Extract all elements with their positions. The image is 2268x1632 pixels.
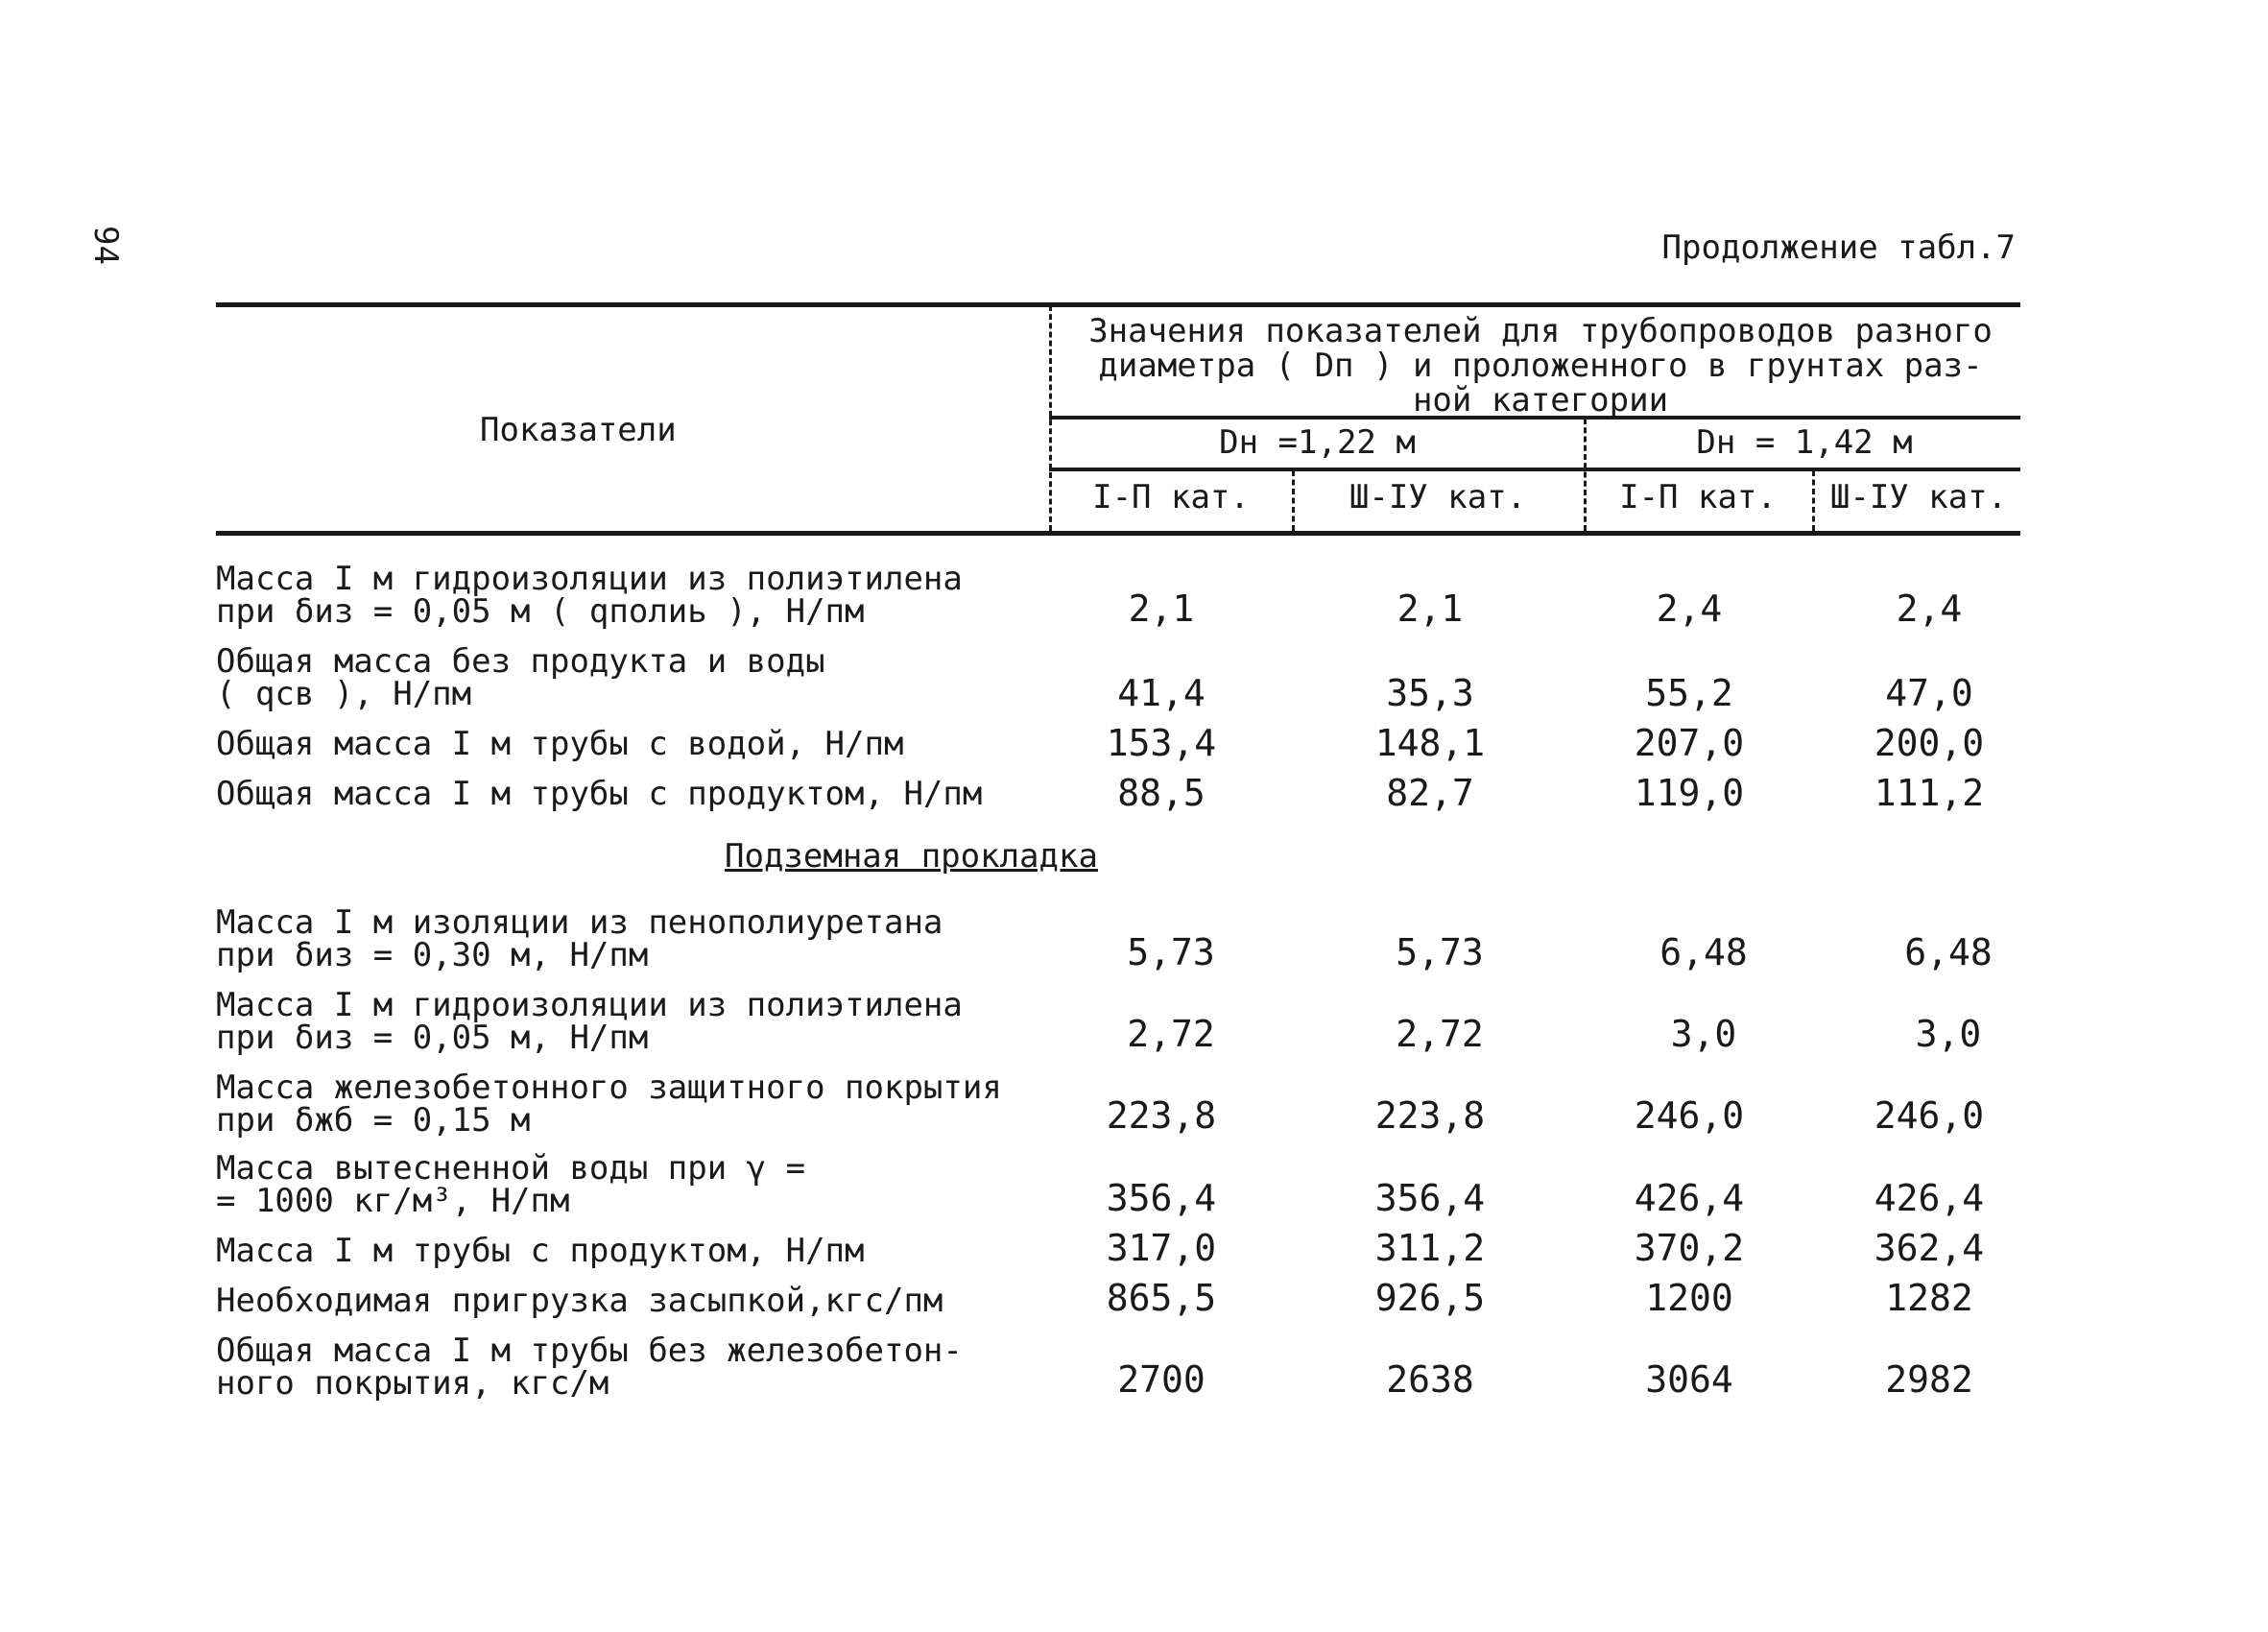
header-col-label: Показатели bbox=[480, 411, 677, 449]
header-divider-main bbox=[1049, 305, 1052, 531]
table-cell: 5,73 bbox=[1127, 931, 1215, 973]
header-sub-1: I-П кат. bbox=[1092, 478, 1250, 516]
header-sub-4: Ш-IУ кат. bbox=[1829, 478, 2008, 516]
table-cell: 82,7 bbox=[1386, 772, 1474, 814]
table-cell: 1200 bbox=[1645, 1277, 1733, 1319]
table-cell: 865,5 bbox=[1106, 1277, 1217, 1319]
header-group-title: Значения показателей для трубопроводов разного диаметра ( Dп ) и проложенного в грунтах раз- ной категории bbox=[1088, 312, 1993, 420]
row-label: Масса железобетонного защитного покрытия при δжб = 0,15 м bbox=[216, 1068, 1002, 1140]
row-label: Масса вытесненной воды при γ = = 1000 кг/м³, Н/пм bbox=[216, 1149, 806, 1220]
table-cell: 5,73 bbox=[1396, 931, 1484, 973]
table-cell: 2,1 bbox=[1128, 588, 1195, 630]
table-cell: 119,0 bbox=[1634, 772, 1745, 814]
table-cell: 362,4 bbox=[1874, 1227, 1985, 1269]
header-divider-sub1 bbox=[1292, 470, 1295, 531]
row-label: Общая масса без продукта и воды ( qсв ), Н/пм bbox=[216, 642, 825, 713]
header-diameter-rule bbox=[1049, 468, 2020, 471]
table-cell: 2700 bbox=[1117, 1358, 1206, 1401]
section-title: Подземная прокладка bbox=[725, 837, 1098, 876]
row-label: Общая масса I м трубы с водой, Н/пм bbox=[216, 725, 904, 763]
page-number: 94 bbox=[86, 226, 125, 265]
row-label: Общая масса I м трубы с продуктом, Н/пм bbox=[216, 775, 983, 813]
table-cell: 2982 bbox=[1885, 1358, 1973, 1401]
table-cell: 2638 bbox=[1386, 1358, 1474, 1401]
table-cell: 246,0 bbox=[1874, 1094, 1985, 1137]
table-cell: 223,8 bbox=[1374, 1094, 1486, 1137]
table-cell: 2,4 bbox=[1896, 588, 1963, 630]
table-cell: 426,4 bbox=[1874, 1177, 1985, 1219]
table-cell: 311,2 bbox=[1374, 1227, 1486, 1269]
table-cell: 55,2 bbox=[1645, 672, 1733, 714]
header-divider-sub3 bbox=[1812, 470, 1815, 531]
table-cell: 1282 bbox=[1885, 1277, 1973, 1319]
row-label: Масса I м гидроизоляции из полиэтилена при δиз = 0,05 м, Н/пм bbox=[216, 986, 963, 1057]
header-diameter-1: Dн =1,22 м bbox=[1219, 423, 1416, 462]
row-label: Масса I м изоляции из пенополиуретана при δиз = 0,30 м, Н/пм bbox=[216, 903, 943, 974]
table-cell: 6,48 bbox=[1904, 931, 1993, 973]
table-cell: 200,0 bbox=[1874, 722, 1985, 764]
table-cell: 3064 bbox=[1645, 1358, 1733, 1401]
table-cell: 2,1 bbox=[1397, 588, 1464, 630]
header-sub-3: I-П кат. bbox=[1619, 478, 1777, 516]
table-cell: 6,48 bbox=[1659, 931, 1748, 973]
table-cell: 223,8 bbox=[1106, 1094, 1217, 1137]
table-cell: 370,2 bbox=[1634, 1227, 1745, 1269]
table-cell: 926,5 bbox=[1374, 1277, 1486, 1319]
row-label: Масса I м трубы с продуктом, Н/пм bbox=[216, 1232, 865, 1270]
row-label: Общая масса I м трубы без железобетон- ного покрытия, кгс/м bbox=[216, 1332, 963, 1403]
table-cell: 3,0 bbox=[1915, 1013, 1982, 1055]
table-cell: 41,4 bbox=[1117, 672, 1206, 714]
header-divider-diameter bbox=[1584, 419, 1587, 531]
table-cell: 246,0 bbox=[1634, 1094, 1745, 1137]
header-bottom-rule bbox=[216, 531, 2020, 536]
table-cell: 2,72 bbox=[1396, 1013, 1484, 1055]
table-cell: 2,72 bbox=[1127, 1013, 1215, 1055]
table-cell: 148,1 bbox=[1374, 722, 1486, 764]
table-cell: 3,0 bbox=[1670, 1013, 1737, 1055]
table-cell: 426,4 bbox=[1634, 1177, 1745, 1219]
table-cell: 88,5 bbox=[1117, 772, 1206, 814]
table-cell: 153,4 bbox=[1106, 722, 1217, 764]
table-cell: 47,0 bbox=[1885, 672, 1973, 714]
table-continuation-caption: Продолжение табл.7 bbox=[1661, 228, 2016, 267]
row-label: Масса I м гидроизоляции из полиэтилена при δиз = 0,05 м ( qполиь ), Н/пм bbox=[216, 560, 963, 631]
table-cell: 2,4 bbox=[1656, 588, 1723, 630]
table-cell: 111,2 bbox=[1874, 772, 1985, 814]
table-cell: 317,0 bbox=[1106, 1227, 1217, 1269]
table-cell: 35,3 bbox=[1386, 672, 1474, 714]
row-label: Необходимая пригрузка засыпкой,кгс/пм bbox=[216, 1282, 943, 1320]
header-sub-2: Ш-IУ кат. bbox=[1349, 478, 1527, 516]
table-top-rule bbox=[216, 302, 2020, 307]
table-cell: 356,4 bbox=[1106, 1177, 1217, 1219]
header-diameter-2: Dн = 1,42 м bbox=[1696, 423, 1913, 462]
table-cell: 207,0 bbox=[1634, 722, 1745, 764]
table-cell: 356,4 bbox=[1374, 1177, 1486, 1219]
